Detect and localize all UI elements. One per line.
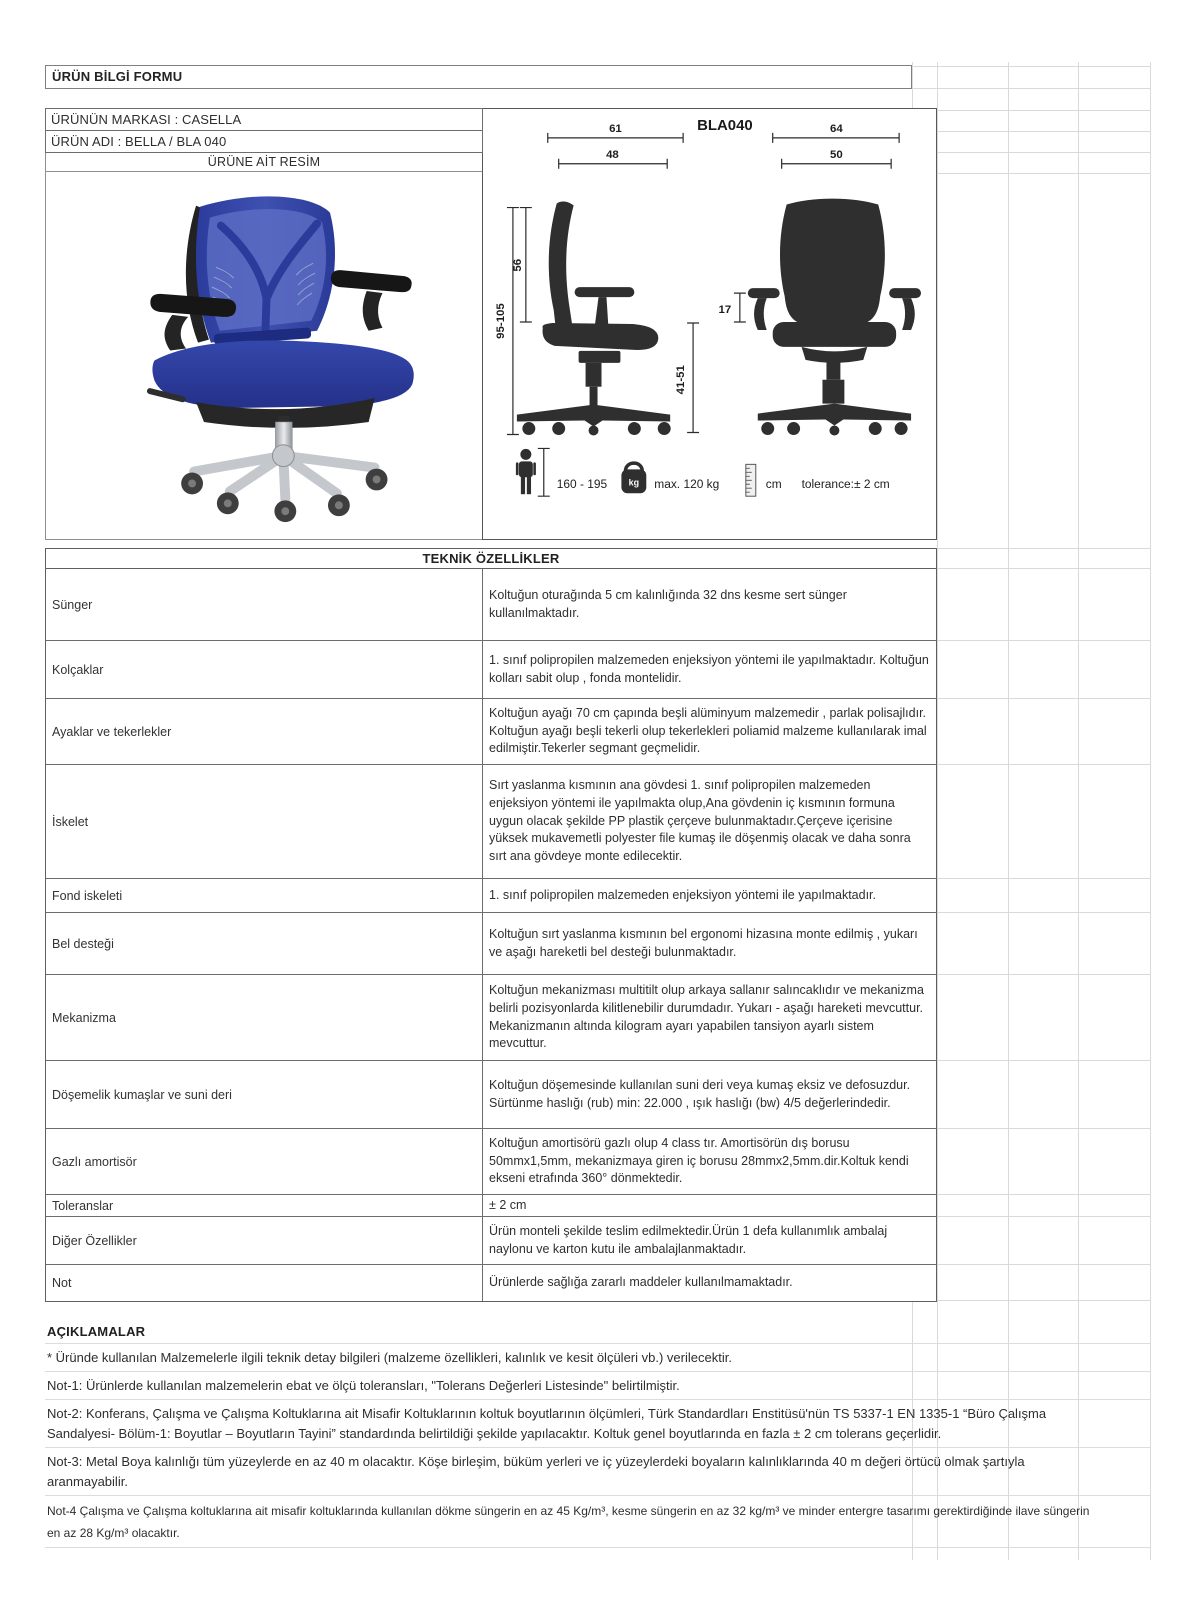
- notes-heading: AÇIKLAMALAR: [45, 1310, 1150, 1344]
- max-weight-icon: [621, 463, 646, 493]
- gridline: [937, 1264, 1150, 1265]
- kg-badge-label: kg: [628, 477, 640, 488]
- gridline: [912, 88, 1150, 89]
- dim-back-height: 56: [511, 258, 524, 272]
- dim-seat-height: 41-51: [675, 365, 688, 395]
- spec-value: Koltuğun oturağında 5 cm kalınlığında 32 dns kesme sert sünger kullanılmaktadır.: [489, 587, 847, 620]
- spec-row-not: [46, 1265, 936, 1301]
- note-4: Not-4 Çalışma ve Çalışma koltuklarına ait misafir koltuklarında kullanılan dökme süngerin en az 45 Kg/m³, kesme süngerin en az 32 kg/m³ ve minder entergre tasarımı gerektirdiğinde ilave süngerin en az 28 Kg/m³ olacaktır.: [45, 1496, 1150, 1548]
- gridline: [937, 1216, 1150, 1217]
- technical-drawing: [483, 109, 936, 539]
- chair-backrest-icon: [186, 196, 335, 345]
- gridline: [1150, 62, 1151, 1560]
- technical-drawing-box: [482, 108, 937, 540]
- gridline: [912, 62, 913, 110]
- gridline: [937, 698, 1150, 699]
- spec-value: 1. sınıf polipropilen malzemeden enjeksiyon yöntemi ile yapılmaktadır. Koltuğun kolları sabit olup , fonda montelidir.: [489, 652, 929, 685]
- gridline: [937, 974, 1150, 975]
- product-photo-chair: [46, 172, 482, 539]
- gridline: [937, 548, 1150, 549]
- spec-row-sunger: [46, 569, 936, 641]
- unit-label: cm: [765, 477, 782, 492]
- gridline: [912, 66, 1150, 67]
- dim-side-overall-width: 61: [609, 122, 622, 135]
- spec-row-dosemelik: [46, 1061, 936, 1129]
- spec-value: Koltuğun amortisörü gazlı olup 4 class tır. Amortisörün dış borusu 50mmx1,5mm, mekanizmaya giren iç borusu 28mmx2,5mm.dir.Koltuk kendi ekseni etrafında 360° dönmektedir.: [489, 1135, 909, 1186]
- tolerance-label: tolerance:± 2 cm: [801, 477, 890, 492]
- gridline: [937, 764, 1150, 765]
- height-bracket-icon: [538, 448, 550, 496]
- dim-armrest-height: 17: [718, 304, 732, 317]
- spec-label: Döşemelik kumaşlar ve suni deri: [46, 1061, 483, 1128]
- spec-label: Ayaklar ve tekerlekler: [46, 699, 483, 764]
- user-height-icon: [516, 449, 536, 494]
- gridline: [937, 1194, 1150, 1195]
- chair-front-view-icon: [748, 199, 921, 436]
- note-star: * Üründe kullanılan Malzemelerle ilgili teknik detay bilgileri (malzeme özellikleri, kalınlık ve kesit ölçüleri vb.) verilecektir.: [45, 1344, 1150, 1372]
- spec-label: Toleranslar: [46, 1195, 483, 1216]
- gridline: [937, 152, 1150, 153]
- product-photo-box: [45, 171, 483, 540]
- spec-label: Gazlı amortisör: [46, 1129, 483, 1194]
- dimension-lines-vertical: [507, 208, 746, 435]
- spec-row-bel-destegi: [46, 913, 936, 975]
- gridline: [937, 173, 1150, 174]
- spec-row-fond-iskeleti: [46, 879, 936, 913]
- spec-label: Not: [46, 1265, 483, 1301]
- note-3: Not-3: Metal Boya kalınlığı tüm yüzeylerde en az 40 m olacaktır. Köşe birleşim, büküm yerleri ve iç yüzeylerdeki boyaların kalınlıklarında 40 m değeri örtücü olmak şartıyla aranmayabilir.: [45, 1448, 1150, 1496]
- note-2: Not-2: Konferans, Çalışma ve Çalışma Koltuklarına ait Misafir Koltuklarının koltuk boyutlarının ölçümleri, Türk Standardları Enstitüsü'nün TS 5337-1 EN 1335-1 “Büro Çalışma Sandalyesi- Bölüm-1: Boyutlar – Boyutların Tayini” standardında belirtildiği şekilde yapılacaktır. Koltuk genel boyutlarında en fazla ± 2 cm tolerans geçerlidir.: [45, 1400, 1150, 1448]
- note-1: Not-1: Ürünlerde kullanılan malzemelerin ebat ve ölçü toleransları, "Tolerans Değerleri Listesinde" belirtilmiştir.: [45, 1372, 1150, 1400]
- spec-value: Sırt yaslanma kısmının ana gövdesi 1. sınıf polipropilen malzemeden enjeksiyon yöntemi ile yapılmakta olup,Ana gövdenin iç kısmının formuna uygun olacak şekilde PP plastik çerçeve bulunmaktadır.Çerçeve içerisine yüksek mukavemetli polyester file kumaş ile döşenmiş olacak ve daha sonra sırt ana gövdeye monte edilecektir.: [489, 778, 911, 864]
- spec-table: [45, 548, 937, 1302]
- gridline: [937, 912, 1150, 913]
- gridline: [937, 568, 1150, 569]
- max-weight-label: max. 120 kg: [654, 477, 720, 492]
- chair-seat-icon: [146, 340, 413, 427]
- spec-value: Koltuğun mekanizması multitilt olup arkaya sallanır salıncaklıdır ve mekanizma belirli pozisyonlarda kilitlenebilir durumdadır. Yukarı - aşağı hareketi mevcuttur. Mekanizmanın altında kilogram ayarı yapabilen tansiyon ayarlı sistem mevcuttur.: [489, 983, 924, 1051]
- dim-front-overall-width: 64: [830, 122, 843, 135]
- spec-row-ayaklar: [46, 699, 936, 765]
- spec-table-title: TEKNİK ÖZELLİKLER: [46, 549, 936, 569]
- spec-row-gazli-amortisor: [46, 1129, 936, 1195]
- gridline: [937, 878, 1150, 879]
- dim-overall-height: 95-105: [494, 303, 507, 339]
- spec-label: Kolçaklar: [46, 641, 483, 698]
- gridline: [937, 1060, 1150, 1061]
- form-title: ÜRÜN BİLGİ FORMU: [45, 65, 912, 89]
- spec-row-toleranslar: [46, 1195, 936, 1217]
- gridline: [937, 1300, 1150, 1301]
- chair-base-icon: [181, 416, 387, 522]
- gridline: [937, 1128, 1150, 1129]
- spec-row-diger-ozellikler: [46, 1217, 936, 1265]
- spec-label: İskelet: [46, 765, 483, 878]
- brand-row: ÜRÜNÜN MARKASI : CASELLA: [46, 109, 482, 131]
- dim-front-seat-width: 50: [830, 148, 843, 161]
- drawing-model-label: BLA040: [697, 116, 753, 134]
- spec-row-iskelet: [46, 765, 936, 879]
- spec-label: Mekanizma: [46, 975, 483, 1060]
- spec-row-mekanizma: [46, 975, 936, 1061]
- spec-value: Ürünlerde sağlığa zararlı maddeler kullanılmamaktadır.: [489, 1275, 793, 1290]
- ruler-icon: [746, 464, 756, 496]
- product-identity-block: [45, 108, 483, 153]
- spec-value: Koltuğun sırt yaslanma kısmının bel ergonomi hizasına monte edilmiş , yukarı ve aşağı hareketli bel desteği bulunmaktadır.: [489, 926, 918, 959]
- dimension-lines-top: [548, 133, 899, 169]
- gridline: [937, 640, 1150, 641]
- notes-section: [45, 1310, 1150, 1548]
- spec-row-kolcaklar: [46, 641, 936, 699]
- user-height-range-label: 160 - 195: [556, 477, 608, 492]
- spec-value: Ürün monteli şekilde teslim edilmektedir.Ürün 1 defa kullanımlık ambalaj naylonu ve karton kutu ile ambalajlanmaktadır.: [489, 1223, 888, 1256]
- spec-value: ± 2 cm: [489, 1197, 527, 1212]
- spec-value: Koltuğun ayağı 70 cm çapında beşli alüminyum malzemedir , parlak polisajlıdır. Koltuğun ayağı beşli tekerli olup tekerlekleri poliamid malzeme kullanılarak imal edilmiştir.Tekerler segmant geçmelidir.: [489, 705, 927, 756]
- photo-caption: ÜRÜNE AİT RESİM: [45, 152, 483, 172]
- spec-label: Diğer Özellikler: [46, 1217, 483, 1264]
- spec-label: Bel desteği: [46, 913, 483, 974]
- gridline: [937, 110, 1150, 111]
- dim-side-seat-depth: 48: [606, 148, 619, 161]
- spec-label: Fond iskeleti: [46, 879, 483, 912]
- spec-value: 1. sınıf polipropilen malzemeden enjeksiyon yöntemi ile yapılmaktadır.: [489, 887, 877, 902]
- product-name-row: ÜRÜN ADI : BELLA / BLA 040: [51, 134, 227, 149]
- gridline: [937, 131, 1150, 132]
- spec-label: Sünger: [46, 569, 483, 640]
- chair-side-view-icon: [517, 202, 671, 436]
- spec-value: Koltuğun döşemesinde kullanılan suni deri veya kumaş eksiz ve defosuzdur. Sürtünme haslığı (rub) min: 22.000 , ışık haslığı (bw) 4/5 değerlerindedir.: [489, 1077, 911, 1110]
